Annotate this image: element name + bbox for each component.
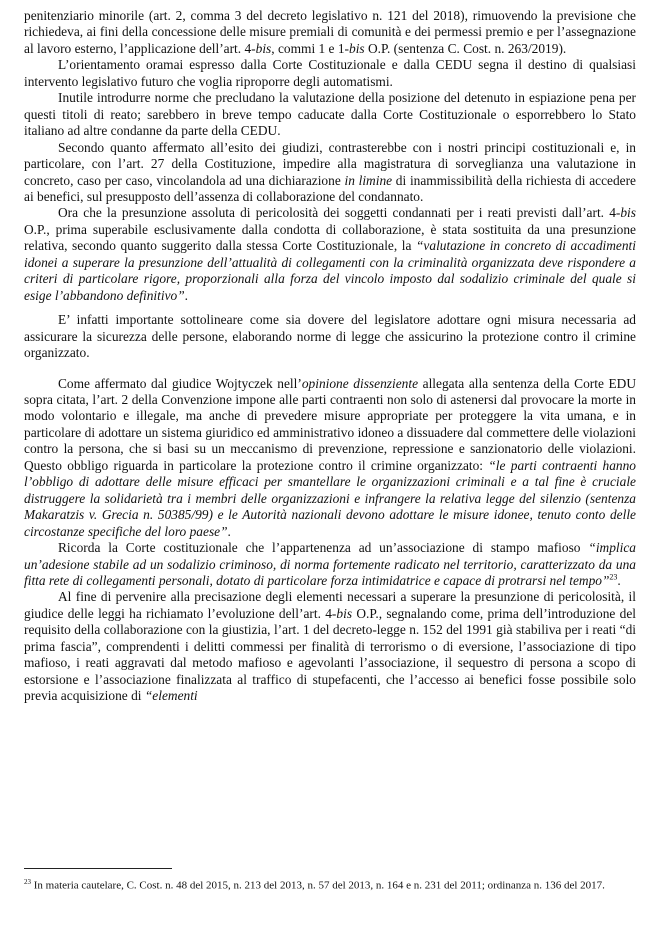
text-segment: E’ infatti importante sottolineare come sia dovere del legislatore adottare ogni misura necessaria ad assicurare la sicurezza delle persone, elaborando norme di legge che assicurino la protezione contro il crimine organizzato. [24, 312, 636, 361]
italic-text: opinione dissenziente [301, 375, 419, 391]
text-segment: L’orientamento oramai espresso dalla Corte Costituzionale e dalla CEDU segna il destino di qualsiasi intervento legislativo futuro che voglia riproporre degli automatismi. [24, 57, 636, 89]
paragraph-8 [24, 540, 636, 589]
italic-text: “elementi [144, 688, 198, 704]
text-segment: allegata alla sentenza della Corte EDU sopra citata, l’art. 2 della Convenzione impone alle parti contraenti non solo di astenersi dal provocare la morte in modo volontario e illegale, ma anche di prevedere misure appropriate per proteggere la vita umana, e in particolare di adottare un sistema giuridico ed amministrativo idoneo a dissuadere dal commettere delle violazioni contro la persona, che si basi su un meccanismo di prevenzione, repressione e sanzionatorio delle violazioni. Questo obbligo riguarda in particolare la protezione contro il crimine organizzato: [24, 375, 637, 473]
italic-text: bis [336, 605, 353, 621]
text-segment: . [227, 523, 231, 539]
footnotes [24, 875, 636, 893]
text-segment: , commi 1 e 1- [271, 40, 350, 56]
paragraph-2 [24, 57, 636, 90]
paragraph-5 [24, 205, 636, 304]
footnote-divider [24, 868, 172, 869]
text-segment: O.P. (sentenza C. Cost. n. 263/2019). [364, 40, 567, 56]
text-segment: Inutile introdurre norme che precludano la valutazione della posizione del detenuto in espiazione pena per questi titoli di reato; sarebbero in breve tempo caducate dalla Corte Costituzionale o esporrebbero lo Stato italiano ad altre condanne da parte della CEDU. [24, 90, 636, 139]
italic-text: bis [349, 40, 365, 56]
paragraph-7 [24, 376, 636, 541]
text-segment: O.P., prima superabile esclusivamente dalla condotta di collaborazione, è stata sostituita da una presunzione relativa, secondo quanto suggerito dalla stessa Corte Costituzionale, la [24, 221, 636, 254]
text-segment: Come affermato dal giudice Wojtyczek nell’ [58, 375, 302, 391]
text-segment: Ricorda la Corte costituzionale che l’appartenenza ad un’associazione di stampo mafioso [58, 540, 589, 556]
italic-text: “valutazione in concreto di accadimenti idonei a superare la presunzione dell’attualità di collegamenti con la criminalità organizzata deve rispondere a criteri di particolare rigore, proporzionali alla forza del vincolo imposto dal sodalizio criminale del quale si esige l’abbandono definitivo” [24, 238, 636, 303]
text-segment: Al fine di pervenire alla precisazione degli elementi necessari a superare la presunzione di pericolosità, il giudice delle leggi ha richiamato l’evoluzione dell’art. 4- [24, 589, 636, 621]
footnote-23 [24, 875, 636, 893]
text-segment: Secondo quanto affermato all’esito dei giudizi, contrasterebbe con i nostri principi costituzionali e, in particolare, con l’art. 27 della Costituzione, impedire alla magistratura di sorveglianza una valutazione in concreto, caso per caso, vincolandola ad una dichiarazione [24, 139, 636, 188]
italic-text: “implica un’adesione stabile ad un sodalizio criminoso, di norma fortemente radicato nel territorio, caratterizzato da una fitta rete di collegamenti personali, dotato di particolare forza intimidatrice e capace di protrarsi nel tempo” [24, 540, 636, 588]
paragraph-3 [24, 90, 636, 139]
italic-text: bis [620, 205, 636, 221]
italic-text: “le parti contraenti hanno l’obbligo di adottare delle misure efficaci per smantellare le organizzazioni criminali e a tal fine è cruciale distruggere la solidarietà tra i membri delle organizzazioni e infrangere la relativa legge del silenzio (sentenza Makaratzis v. Grecia n. 50385/99) e le Autorità nazionali devono adottare le misure idonee, tenuto conto delle circostanze specifiche del loro paese” [24, 457, 637, 539]
italic-text: bis [255, 40, 272, 56]
paragraph-4 [24, 140, 636, 206]
paragraph-1 [24, 8, 636, 57]
paragraph-9 [24, 589, 636, 704]
body-text [24, 8, 636, 705]
text-segment: Ora che la presunzione assoluta di pericolosità dei soggetti condannati per i reati previsti dall’art. 4- [58, 205, 621, 221]
footnote-number: 23 [24, 878, 31, 886]
text-segment: penitenziario minorile (art. 2, comma 3 del decreto legislativo n. 121 del 2018), rimuovendo la previsione che richiedeva, ai fini della concessione delle misure premiali di comunità e dei permessi premio e per l’assegnazione al lavoro esterno, l’applicazione dell’art. 4- [24, 8, 636, 56]
text-segment: di inammissibilità della richiesta di accedere ai benefici, sul presupposto dell’assenza di collaborazione del condannato. [24, 172, 637, 204]
italic-text: in limine [344, 172, 393, 188]
footnote-text: In materia cautelare, C. Cost. n. 48 del 2015, n. 213 del 2013, n. 57 del 2013, n. 164 e n. 231 del 2011; ordinanza n. 136 del 2017. [31, 879, 605, 892]
text-segment: O.P., segnalando come, prima dell’introduzione del requisito della collaborazione con la giustizia, l’art. 1 del decreto-legge n. 152 del 1991 già stabiliva per i reati “di prima fascia”, comprendenti i delitti commessi per finalità di terrorismo o di eversione, l’associazione di tipo mafioso, i reati aggravati dal metodo mafioso e agevolanti l’associazione, il sequestro di persona a scopo di estorsione e l’associazione finalizzata al traffico di stupefacenti, che l’accesso ai benefici fosse possibile solo previa acquisizione di [24, 605, 637, 704]
paragraph-6 [24, 312, 636, 361]
text-segment: . [184, 287, 189, 303]
text-segment: . [617, 572, 621, 588]
footnote-reference: 23 [609, 572, 618, 582]
